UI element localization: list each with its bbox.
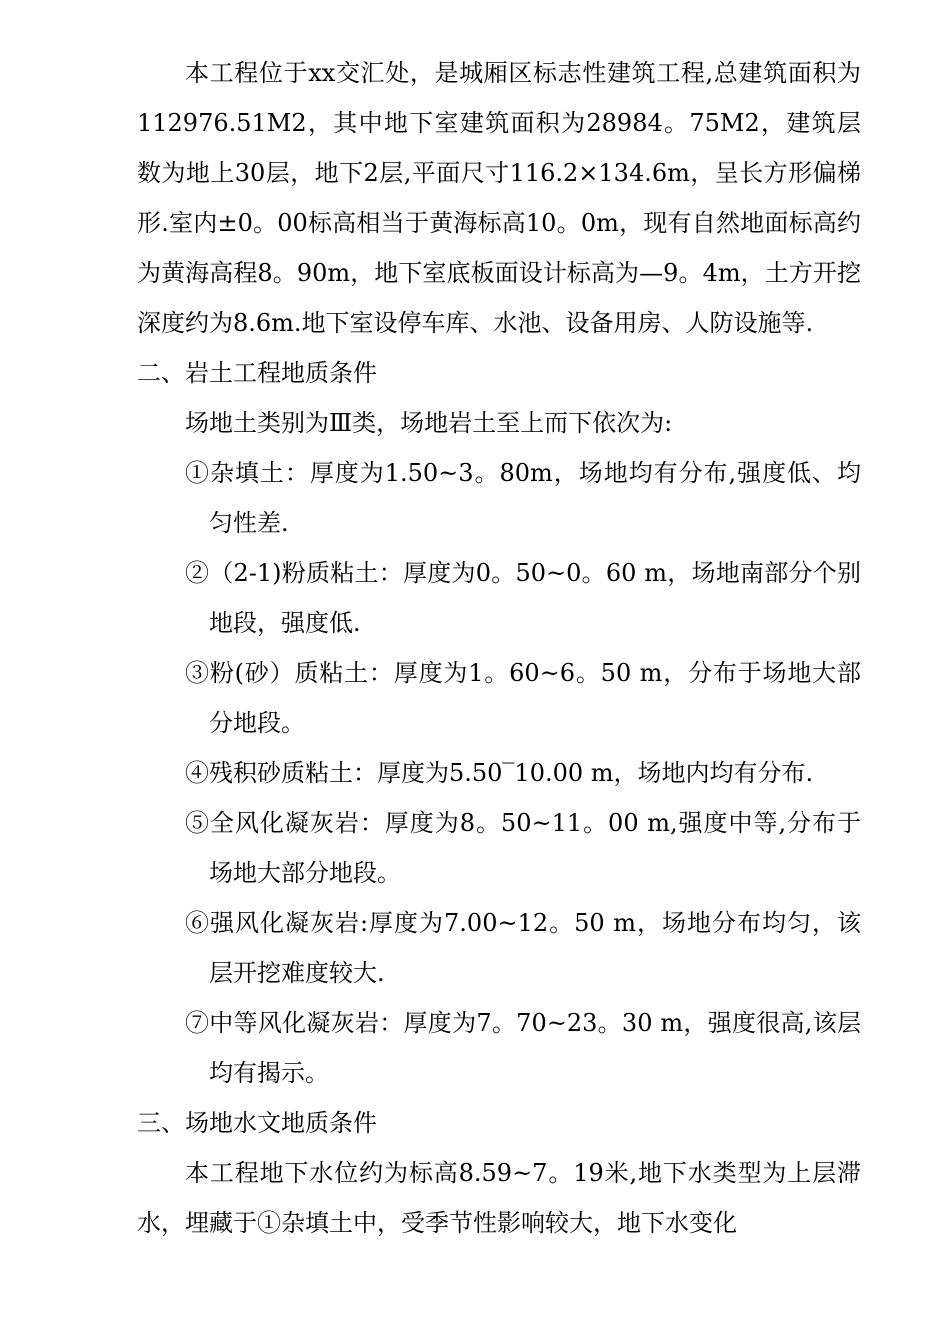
hydrology-paragraph: 本工程地下水位约为标高8.59~7。19米,地下水类型为上层滞水，埋藏于①杂填土中，受季节性影响较大，地下水变化 bbox=[137, 1159, 861, 1237]
geology-lead-paragraph: 场地土类别为Ⅲ类，场地岩土至上而下依次为: bbox=[185, 409, 673, 437]
section-heading-hydrology: 三、场地水文地质条件 bbox=[137, 1109, 377, 1137]
layer-item-5: ⑤全风化凝灰岩：厚度为8。50~11。00 m,强度中等,分布于场地大部分地段。 bbox=[185, 809, 861, 887]
layer-item-1: ①杂填土：厚度为1.50~3。80m，场地均有分布,强度低、均匀性差. bbox=[185, 459, 861, 537]
layer-item-3: ③粉(砂）质粘土：厚度为1。60~6。50 m，分布于场地大部分地段。 bbox=[185, 659, 861, 737]
layer-item-6: ⑥强风化凝灰岩:厚度为7.00~12。50 m，场地分布均匀，该层开挖难度较大. bbox=[185, 909, 861, 987]
layer-item-2: ②（2-1)粉质粘土：厚度为0。50~0。60 m，场地南部分个别地段，强度低. bbox=[185, 559, 861, 637]
intro-paragraph: 本工程位于xx交汇处，是城厢区标志性建筑工程,总建筑面积为112976.51M2，其中地下室建筑面积为28984。75M2，建筑层数为地上30层，地下2层,平面尺寸116.2×134.6m，呈长方形偏梯形.室内±0。00标高相当于黄海标高10。0m，现有自然地面标高约为黄海高程8。90m，地下室底板面设计标高为—9。4m，土方开挖深度约为8.6m.地下室设停车库、水池、设备用房、人防设施等. bbox=[137, 59, 861, 337]
layer-item-7: ⑦中等风化凝灰岩：厚度为7。70~23。30 m，强度很高,该层均有揭示。 bbox=[185, 1009, 861, 1087]
section-heading-geology: 二、岩土工程地质条件 bbox=[137, 359, 377, 387]
document-page bbox=[137, 48, 861, 1248]
layer-item-4: ④残积砂质粘土：厚度为5.50‾10.00 m，场地内均有分布. bbox=[185, 759, 814, 787]
